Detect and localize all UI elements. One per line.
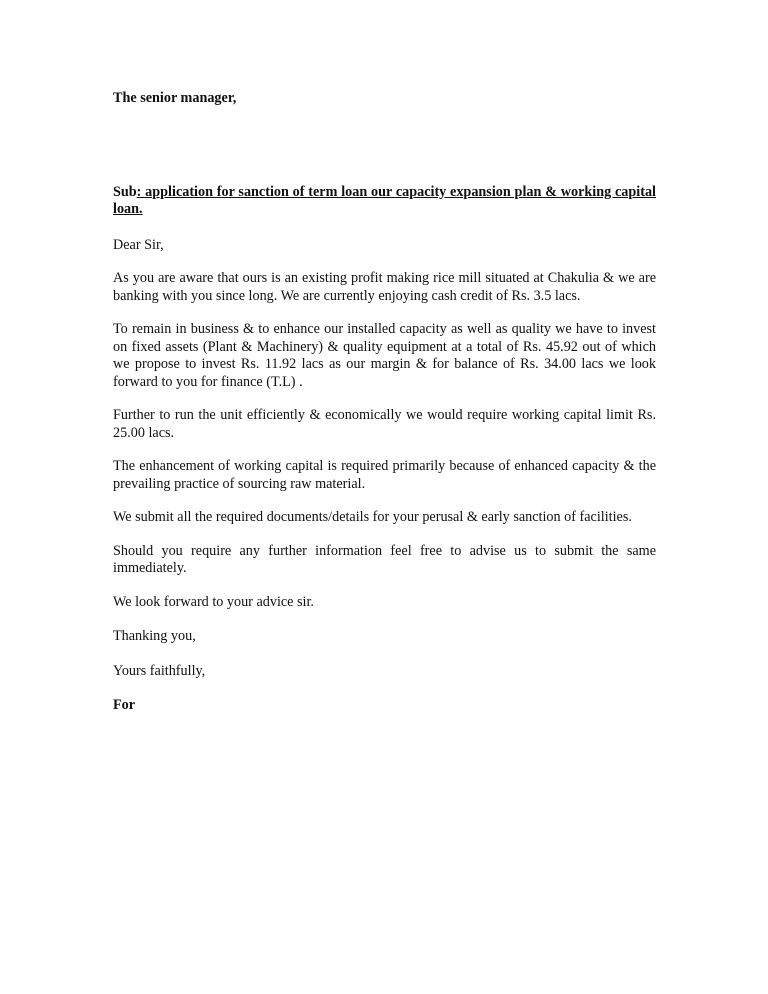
paragraph-look-forward: We look forward to your advice sir. xyxy=(113,593,314,610)
thanks-line: Thanking you, xyxy=(113,628,196,644)
for-line: For xyxy=(113,697,136,713)
subject-line xyxy=(113,184,656,219)
paragraph-intro: As you are aware that ours is an existing profit making rice mill situated at Chakulia & we are banking with you since long. We are currently enjoying cash credit of Rs. 3.5 lacs. xyxy=(113,270,656,304)
letter-body xyxy=(113,90,656,715)
salutation: Dear Sir, xyxy=(113,236,164,253)
subject-prefix: Sub xyxy=(113,183,137,200)
paragraph-working-capital: Further to run the unit efficiently & economically we would require working capital limit Rs. 25.00 lacs. xyxy=(113,407,656,441)
sign-off-line: Yours faithfully, xyxy=(113,662,206,679)
paragraph-enhancement-reason: The enhancement of working capital is required primarily because of enhanced capacity & the prevailing practice of sourcing raw material. xyxy=(113,458,656,492)
paragraph-term-loan: To remain in business & to enhance our installed capacity as well as quality we have to invest on fixed assets (Plant & Machinery) & quality equipment at a total of Rs. 45.92 out of which we propose to invest Rs. 11.92 lacs as our margin & for balance of Rs. 34.00 lacs we look forward to you for finance (T.L) . xyxy=(113,321,656,390)
paragraph-documents: We submit all the required documents/details for your perusal & early sanction of facilities. xyxy=(113,509,632,525)
subject-text: : application for sanction of term loan our capacity expansion plan & working capital loan. xyxy=(113,183,656,217)
recipient-line: The senior manager, xyxy=(113,90,237,106)
paragraph-further-info: Should you require any further information feel free to advise us to submit the same immediately. xyxy=(113,542,656,576)
